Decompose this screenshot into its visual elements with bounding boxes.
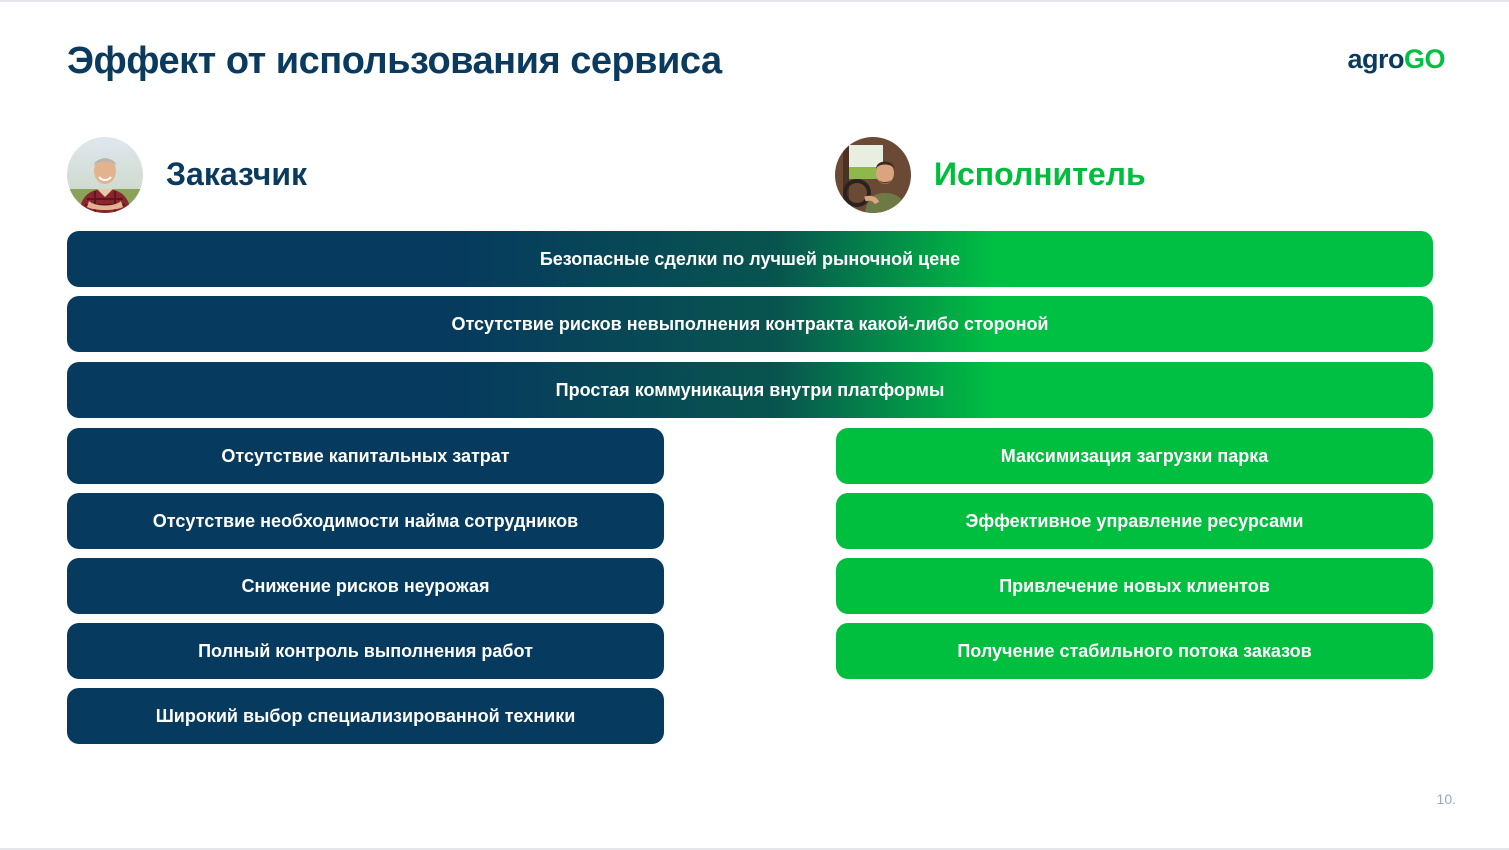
executor-benefit-resource-management: Эффективное управление ресурсами <box>836 493 1433 549</box>
shared-benefit-safe-deals: Безопасные сделки по лучшей рыночной цене <box>67 231 1433 287</box>
page-title: Эффект от использования сервиса <box>67 40 722 82</box>
customer-avatar <box>67 137 143 213</box>
shared-benefit-no-contract-risks: Отсутствие рисков невыполнения контракта какой-либо стороной <box>67 296 1433 352</box>
page-number: 10. <box>1436 791 1456 807</box>
customer-benefit-full-control: Полный контроль выполнения работ <box>67 623 664 679</box>
executor-avatar <box>835 137 911 213</box>
customer-heading: Заказчик <box>166 156 307 192</box>
agrogo-logo <box>1347 44 1445 75</box>
executor-benefit-fleet-utilization: Максимизация загрузки парка <box>836 428 1433 484</box>
executor-heading: Исполнитель <box>934 156 1146 192</box>
logo-part-agro: agro <box>1347 44 1404 74</box>
shared-benefit-simple-communication: Простая коммуникация внутри платформы <box>67 362 1433 418</box>
customer-benefit-no-capital-costs: Отсутствие капитальных затрат <box>67 428 664 484</box>
logo-part-go: GO <box>1403 44 1445 74</box>
executor-benefit-new-clients: Привлечение новых клиентов <box>836 558 1433 614</box>
customer-benefit-crop-risk-reduction: Снижение рисков неурожая <box>67 558 664 614</box>
executor-benefit-stable-orders: Получение стабильного потока заказов <box>836 623 1433 679</box>
customer-benefit-wide-equipment-choice: Широкий выбор специализированной техники <box>67 688 664 744</box>
customer-benefit-no-hiring: Отсутствие необходимости найма сотрудников <box>67 493 664 549</box>
